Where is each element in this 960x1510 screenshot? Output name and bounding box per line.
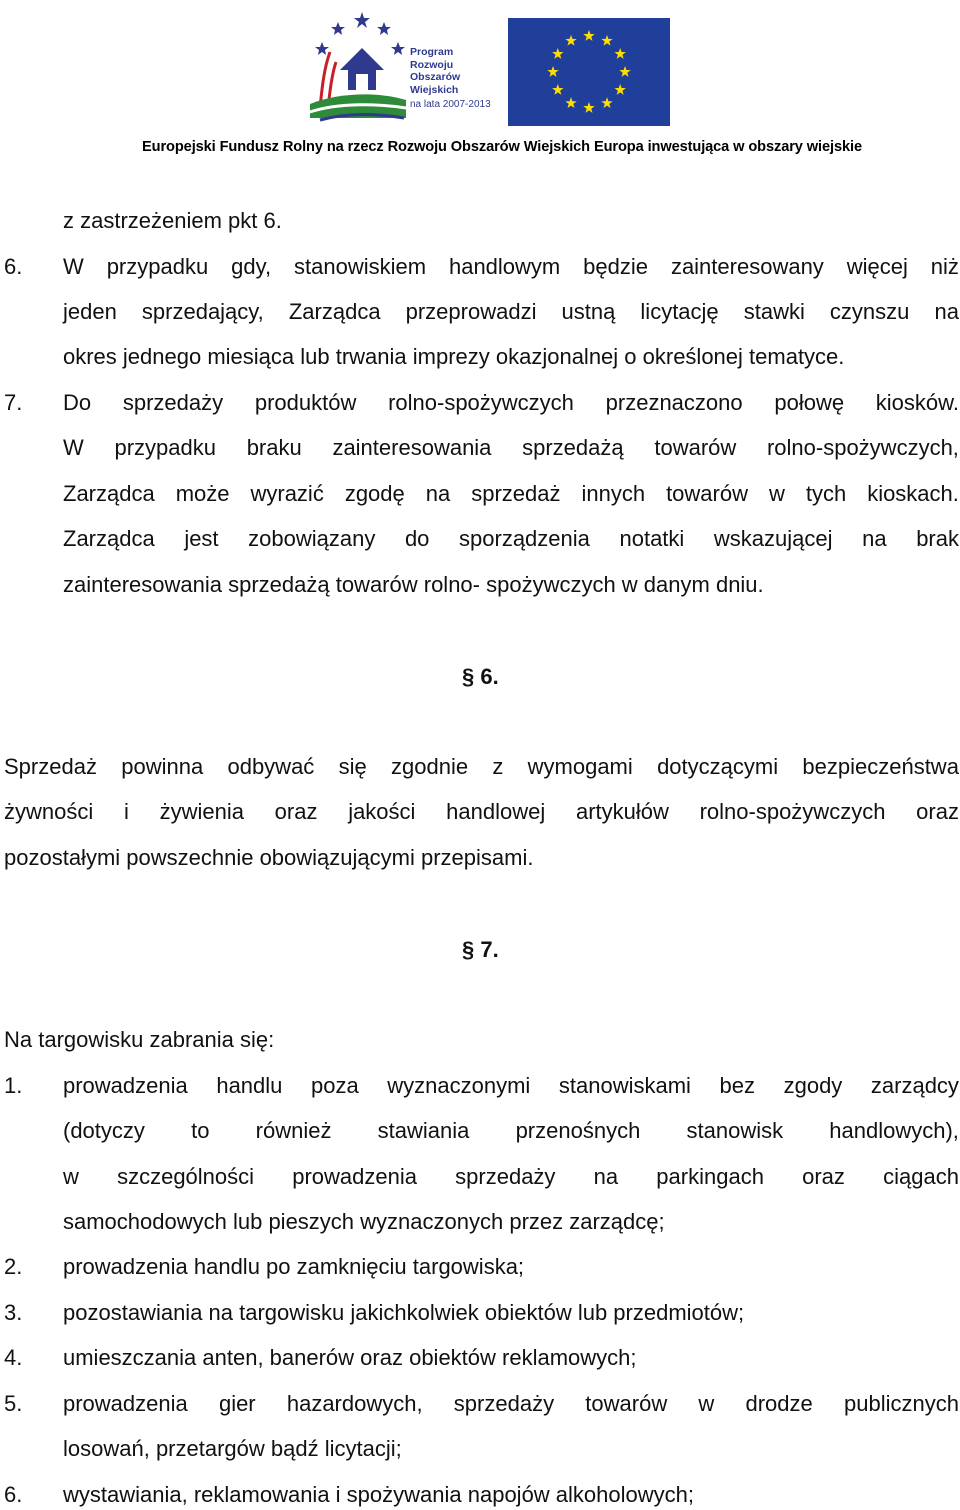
- text-line: Na targowisku zabrania się:: [4, 1027, 275, 1052]
- text-line: umieszczania anten, banerów oraz obiektów reklamowych;: [63, 1345, 637, 1370]
- text-line: okres jednego miesiąca lub trwania imprezy okazjonalnej o określonej tematyce.: [63, 344, 845, 369]
- eu-flag-icon: [508, 18, 670, 126]
- item-number: 6.: [4, 1482, 23, 1507]
- text-line: prowadzenia handlu poza wyznaczonymi stanowiskami bez zgody zarządcy: [63, 1073, 959, 1098]
- text-line: prowadzenia gier hazardowych, sprzedaży towarów w drodze publicznych: [63, 1391, 959, 1416]
- text-line: Do sprzedaży produktów rolno-spożywczych przeznaczono połowę kiosków.: [63, 390, 959, 415]
- prow-years: na lata 2007-2013: [410, 99, 491, 110]
- item-number: 5.: [4, 1391, 23, 1416]
- text-line: wystawiania, reklamowania i spożywania napojów alkoholowych;: [63, 1482, 694, 1507]
- text-line: w szczególności prowadzenia sprzedaży na parkingach oraz ciągach: [63, 1164, 959, 1189]
- item-number: 7.: [4, 390, 23, 415]
- header-caption: Europejski Fundusz Rolny na rzecz Rozwoju Obszarów Wiejskich Europa inwestująca w obszary wiejskie: [142, 139, 862, 155]
- text-line: żywności i żywienia oraz jakości handlowej artykułów rolno-spożywczych oraz: [4, 799, 959, 824]
- text-line: pozostałymi powszechnie obowiązującymi przepisami.: [4, 845, 534, 870]
- prow-line-2: Rozwoju: [410, 58, 454, 71]
- item-number: 3.: [4, 1300, 23, 1325]
- item-number: 1.: [4, 1073, 23, 1098]
- text-line: (dotyczy to również stawiania przenośnych stanowisk handlowych),: [63, 1118, 959, 1143]
- text-line: pozostawiania na targowisku jakichkolwiek obiektów lub przedmiotów;: [63, 1300, 745, 1325]
- text-line: prowadzenia handlu po zamknięciu targowiska;: [63, 1254, 525, 1279]
- section-heading: § 7.: [462, 937, 499, 962]
- prow-line-4: Wiejskich: [410, 83, 459, 96]
- item-number: 2.: [4, 1254, 23, 1279]
- prow-line-1: Program: [410, 46, 454, 58]
- prow-logo-text: [410, 46, 491, 112]
- text-line: losowań, przetargów bądź licytacji;: [63, 1436, 402, 1461]
- text-line: W przypadku gdy, stanowiskiem handlowym będzie zainteresowany więcej niż: [63, 254, 959, 279]
- text-line: Sprzedaż powinna odbywać się zgodnie z wymogami dotyczącymi bezpieczeństwa: [4, 754, 959, 779]
- text-line: jeden sprzedający, Zarządca przeprowadzi ustną licytację stawki czynszu na: [63, 299, 959, 324]
- prow-line-3: Obszarów: [410, 71, 461, 83]
- text-line: W przypadku braku zainteresowania sprzedażą towarów rolno-spożywczych,: [63, 435, 959, 460]
- item-number: 4.: [4, 1345, 23, 1370]
- text-line: Zarządca może wyrazić zgodę na sprzedaż innych towarów w tych kioskach.: [63, 481, 959, 506]
- item-number: 6.: [4, 254, 23, 279]
- text-line: samochodowych lub pieszych wyznaczonych przez zarządcę;: [63, 1209, 665, 1234]
- section-heading: § 6.: [462, 664, 499, 689]
- text-line: zainteresowania sprzedażą towarów rolno- spożywczych w danym dniu.: [63, 572, 764, 597]
- page-header: [0, 0, 960, 170]
- text-line: z zastrzeżeniem pkt 6.: [63, 208, 282, 233]
- text-line: Zarządca jest zobowiązany do sporządzenia notatki wskazującej na brak: [63, 526, 959, 551]
- prow-logo: [300, 8, 412, 126]
